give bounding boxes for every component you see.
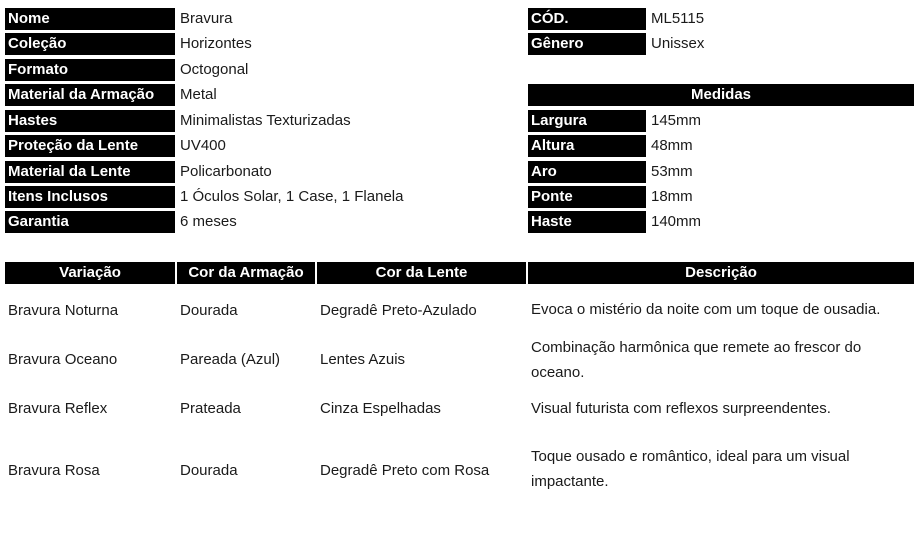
- variacao-cell: Bravura Reflex: [8, 400, 108, 417]
- colecao-label: Coleção: [5, 33, 175, 55]
- formato-value: Octogonal: [180, 61, 249, 78]
- header-cor-armacao: Cor da Armação: [177, 262, 315, 284]
- nome-label: Nome: [5, 8, 175, 30]
- largura-label: Largura: [528, 110, 646, 132]
- protecao-label: Proteção da Lente: [5, 135, 175, 157]
- material-armacao-value: Metal: [180, 86, 217, 103]
- material-lente-label: Material da Lente: [5, 161, 175, 183]
- cod-value: ML5115: [651, 10, 705, 27]
- genero-value: Unissex: [651, 35, 705, 52]
- descricao-cell: Combinação harmônica que remete ao frescor do oceano.: [531, 339, 862, 381]
- genero-label: Gênero: [528, 33, 646, 55]
- protecao-value: UV400: [180, 137, 226, 154]
- variacao-cell: Bravura Oceano: [8, 351, 118, 368]
- largura-value: 145mm: [651, 112, 702, 129]
- lente-cell: Degradê Preto-Azulado: [320, 302, 477, 319]
- variacao-cell: Bravura Rosa: [8, 462, 100, 479]
- itens-label: Itens Inclusos: [5, 186, 175, 208]
- armacao-cell: Dourada: [180, 302, 238, 319]
- altura-value: 48mm: [651, 137, 693, 154]
- armacao-cell: Pareada (Azul): [180, 351, 281, 368]
- lente-cell: Lentes Azuis: [320, 351, 406, 368]
- hastes-label: Hastes: [5, 110, 175, 132]
- altura-label: Altura: [528, 135, 646, 157]
- material-lente-value: Policarbonato: [180, 163, 272, 180]
- cod-label: CÓD.: [528, 8, 646, 30]
- descricao-cell: Toque ousado e romântico, ideal para um visual impactante.: [531, 448, 850, 490]
- lente-cell: Degradê Preto com Rosa: [320, 462, 490, 479]
- hastes-value: Minimalistas Texturizadas: [180, 112, 351, 129]
- armacao-cell: Dourada: [180, 462, 238, 479]
- ponte-label: Ponte: [528, 186, 646, 208]
- header-cor-lente: Cor da Lente: [317, 262, 526, 284]
- aro-value: 53mm: [651, 163, 693, 180]
- garantia-label: Garantia: [5, 211, 175, 233]
- haste-value: 140mm: [651, 213, 702, 230]
- nome-value: Bravura: [180, 10, 233, 27]
- aro-label: Aro: [528, 161, 646, 183]
- formato-label: Formato: [5, 59, 175, 81]
- descricao-cell: Visual futurista com reflexos surpreendentes.: [531, 400, 831, 417]
- descricao-cell: Evoca o mistério da noite com um toque de ousadia.: [531, 301, 881, 318]
- ponte-value: 18mm: [651, 188, 693, 205]
- haste-label: Haste: [528, 211, 646, 233]
- material-armacao-label: Material da Armação: [5, 84, 175, 106]
- garantia-value: 6 meses: [180, 213, 237, 230]
- armacao-cell: Prateada: [180, 400, 241, 417]
- variacao-cell: Bravura Noturna: [8, 302, 119, 319]
- header-descricao: Descrição: [528, 262, 914, 284]
- itens-value: 1 Óculos Solar, 1 Case, 1 Flanela: [180, 188, 404, 205]
- lente-cell: Cinza Espelhadas: [320, 400, 441, 417]
- medidas-title: Medidas: [528, 84, 914, 106]
- header-variacao: Variação: [5, 262, 175, 284]
- colecao-value: Horizontes: [180, 35, 252, 52]
